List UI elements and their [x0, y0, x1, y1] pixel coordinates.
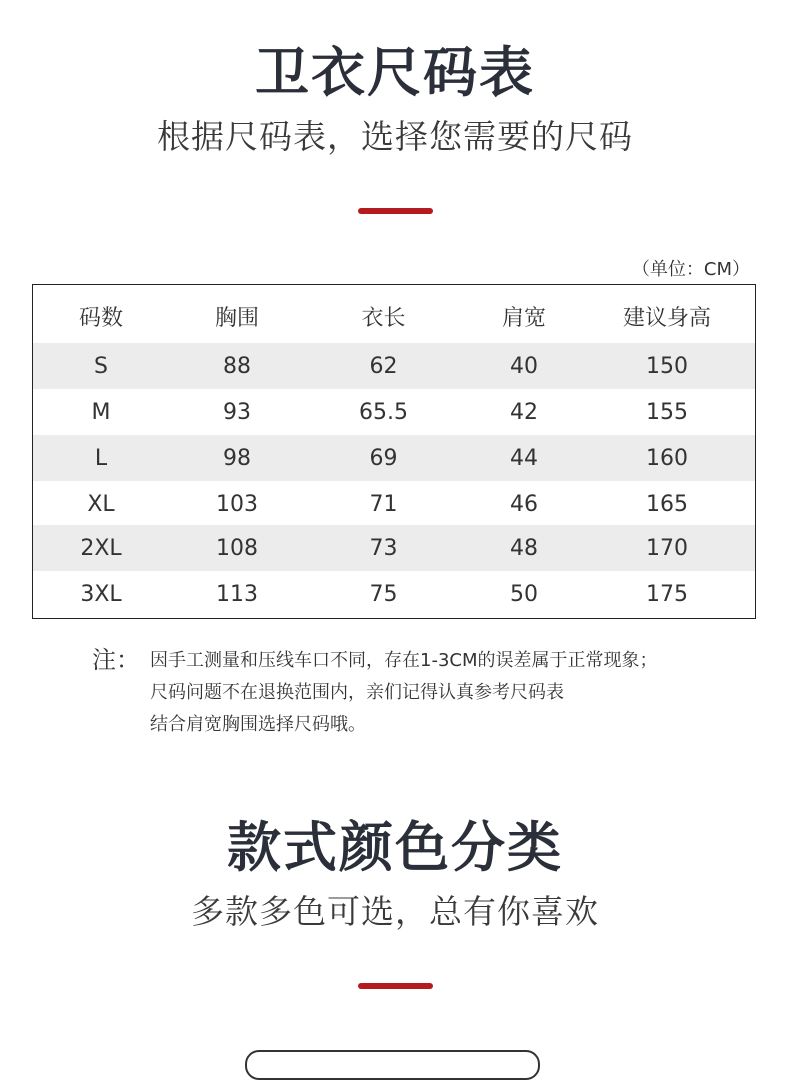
cell-length: 65.5 — [359, 399, 408, 425]
cell-chest: 103 — [216, 491, 258, 517]
unit-label: （单位：CM） — [631, 259, 750, 280]
cell-shoulder: 42 — [510, 399, 538, 425]
cell-length: 71 — [369, 491, 398, 517]
cell-chest: 98 — [223, 445, 251, 471]
table-row — [33, 343, 755, 389]
cell-size: S — [94, 353, 108, 379]
note-line: 因手工测量和压线车口不同，存在1-3CM的误差属于正常现象； — [150, 650, 658, 671]
note-line: 尺码问题不在退换范围内，亲们记得认真参考尺码表 — [150, 682, 564, 703]
size-table — [32, 284, 756, 619]
cell-length: 69 — [369, 445, 398, 471]
cell-chest: 93 — [223, 399, 251, 425]
table-row — [33, 389, 755, 435]
table-row — [33, 481, 755, 527]
cell-shoulder: 44 — [510, 445, 538, 471]
cell-height: 175 — [646, 581, 688, 607]
table-row — [33, 435, 755, 481]
header-shoulder: 肩宽 — [501, 305, 546, 331]
note-line: 结合肩宽胸围选择尺码哦。 — [150, 714, 366, 735]
cell-height: 170 — [646, 535, 688, 561]
header-height: 建议身高 — [622, 305, 711, 331]
cell-length: 75 — [369, 581, 398, 607]
header-size: 码数 — [78, 305, 123, 331]
style-color-title: 款式颜色分类 — [227, 816, 563, 879]
title-divider — [358, 208, 433, 214]
header-chest: 胸围 — [214, 305, 259, 331]
size-chart-title: 卫衣尺码表 — [255, 41, 535, 104]
cell-length: 73 — [369, 535, 398, 561]
style-color-subtitle: 多款多色可选，总有你喜欢 — [191, 892, 599, 931]
note-label: 注： — [92, 646, 140, 674]
cell-size: 2XL — [80, 535, 122, 561]
size-chart-subtitle: 根据尺码表，选择您需要的尺码 — [157, 117, 633, 156]
table-header-row — [33, 293, 755, 339]
title-divider — [358, 983, 433, 989]
cell-size: M — [91, 399, 111, 425]
cell-shoulder: 46 — [510, 491, 538, 517]
cell-shoulder: 50 — [510, 581, 538, 607]
cell-chest: 113 — [216, 581, 258, 607]
cell-shoulder: 40 — [510, 353, 538, 379]
cell-chest: 108 — [216, 535, 258, 561]
cell-size: 3XL — [80, 581, 122, 607]
cell-height: 150 — [646, 353, 688, 379]
cell-height: 155 — [646, 399, 688, 425]
cell-size: L — [94, 445, 108, 471]
cell-height: 160 — [646, 445, 688, 471]
cell-size: XL — [87, 491, 115, 517]
cell-length: 62 — [369, 353, 398, 379]
cell-height: 165 — [646, 491, 688, 517]
cell-chest: 88 — [223, 353, 251, 379]
table-row — [33, 571, 755, 617]
cell-shoulder: 48 — [510, 535, 538, 561]
table-row — [33, 525, 755, 571]
header-length: 衣长 — [361, 305, 406, 331]
